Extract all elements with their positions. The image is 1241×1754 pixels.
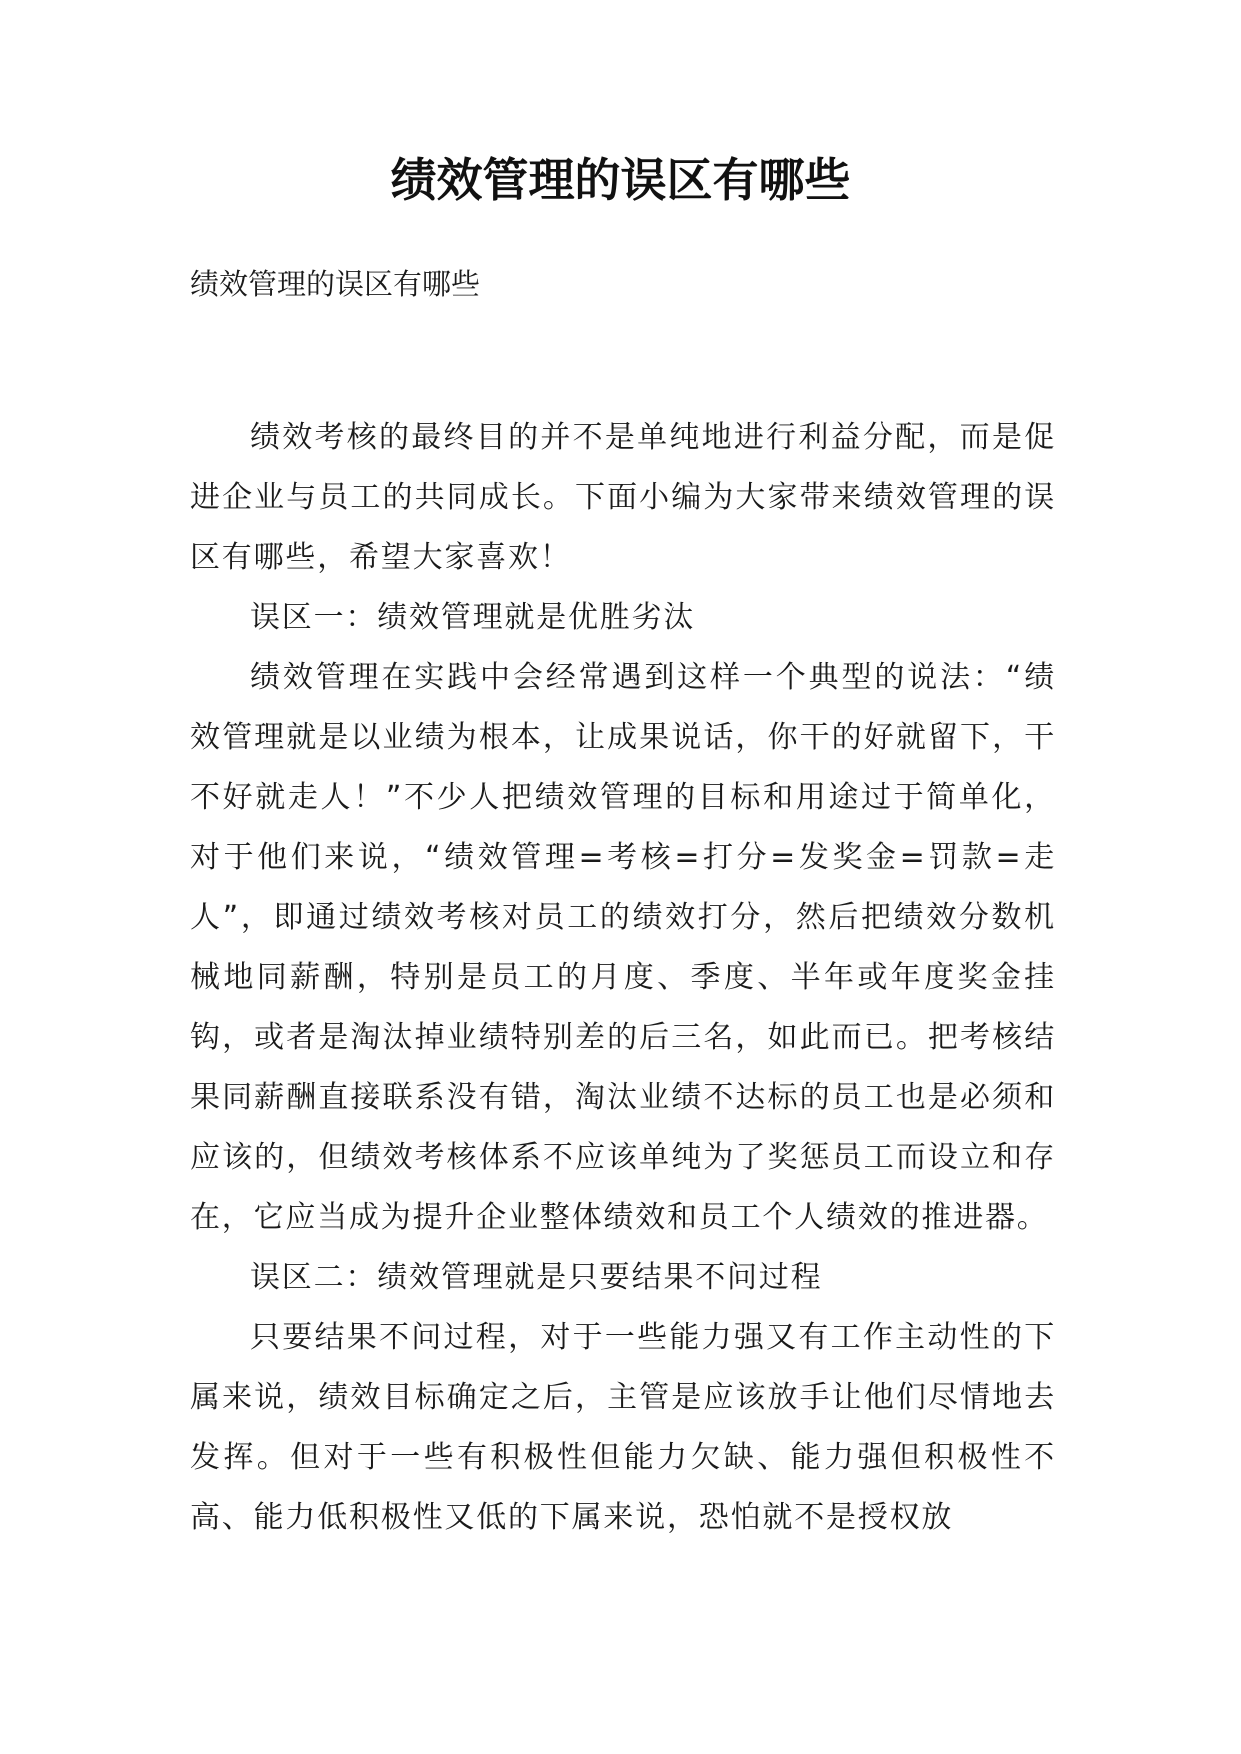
heading-misconception-2: 误区二：绩效管理就是只要结果不问过程 xyxy=(250,1260,823,1295)
document-body xyxy=(190,408,1056,1548)
paragraph-intro: 绩效考核的最终目的并不是单纯地进行利益分配，而是促进企业与员工的共同成长。下面小编为大家带来绩效管理的误区有哪些，希望大家喜欢！ xyxy=(190,420,1056,575)
document-title: 绩效管理的误区有哪些 xyxy=(390,153,851,207)
heading-misconception-1: 误区一：绩效管理就是优胜劣汰 xyxy=(250,600,696,635)
paragraph-misconception-2: 只要结果不问过程，对于一些能力强又有工作主动性的下属来说，绩效目标确定之后，主管是应该放手让他们尽情地去发挥。但对于一些有积极性但能力欠缺、能力强但积极性不高、能力低积极性又低的下属来说，恐怕就不是授权放 xyxy=(190,1320,1056,1535)
paragraph-misconception-1: 绩效管理在实践中会经常遇到这样一个典型的说法：“绩效管理就是以业绩为根本，让成果说话，你干的好就留下，干不好就走人！”不少人把绩效管理的目标和用途过于简单化，对于他们来说，“绩效管理=考核=打分=发奖金=罚款=走人”，即通过绩效考核对员工的绩效打分，然后把绩效分数机械地同薪酬，特别是员工的月度、季度、半年或年度奖金挂钩，或者是淘汰掉业绩特别差的后三名，如此而已。把考核结果同薪酬直接联系没有错，淘汰业绩不达标的员工也是必须和应该的，但绩效考核体系不应该单纯为了奖惩员工而设立和存在，它应当成为提升企业整体绩效和员工个人绩效的推进器。 xyxy=(190,660,1056,1235)
document-subtitle: 绩效管理的误区有哪些 xyxy=(190,267,481,301)
